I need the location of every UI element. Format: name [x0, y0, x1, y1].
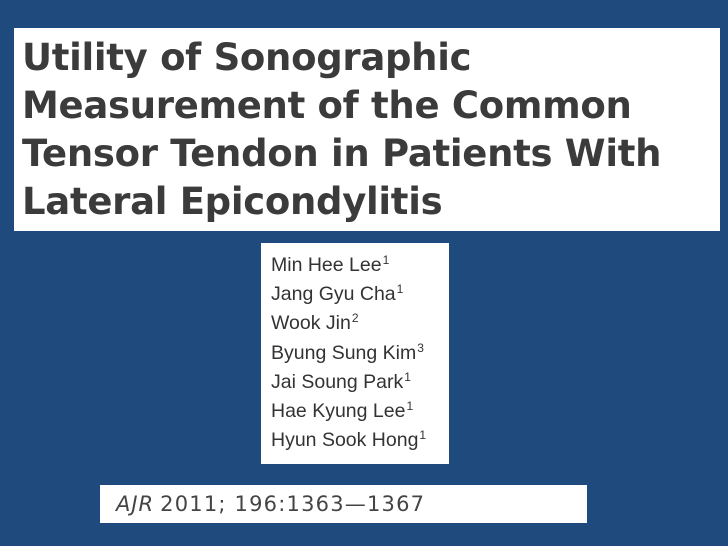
author-name: Jai Soung Park	[271, 370, 404, 393]
author-4	[271, 339, 449, 368]
title-box	[14, 28, 720, 231]
author-name: Jang Gyu Cha	[271, 283, 396, 306]
author-1	[271, 251, 449, 280]
journal-name: AJR	[116, 492, 155, 516]
author-affiliation: 1	[419, 428, 427, 443]
title-line-2: Measurement of the Common	[22, 84, 632, 127]
author-2	[271, 280, 449, 309]
author-7	[271, 426, 449, 455]
author-affiliation: 2	[351, 311, 359, 326]
authors-box	[261, 243, 449, 464]
author-name: Hae Kyung Lee	[271, 400, 406, 423]
title-line-3: Tensor Tendon in Patients With	[22, 132, 662, 175]
author-name: Hyun Sook Hong	[271, 429, 419, 452]
author-name: Min Hee Lee	[271, 254, 382, 276]
author-name: Byung Sung Kim	[271, 341, 417, 364]
author-affiliation: 1	[404, 369, 411, 384]
author-affiliation: 3	[417, 340, 424, 355]
author-affiliation: 1	[406, 399, 414, 414]
author-name: Wook Jin	[271, 312, 351, 335]
author-6	[271, 397, 449, 426]
title-line-4: Lateral Epicondylitis	[22, 180, 443, 223]
author-3	[271, 309, 449, 338]
author-affiliation: 1	[396, 282, 404, 297]
title-line-1: Utility of Sonographic	[22, 36, 472, 79]
citation-details: 2011; 196:1363—1367	[160, 492, 426, 516]
author-5	[271, 368, 449, 397]
author-affiliation: 1	[382, 253, 390, 267]
citation-box	[100, 485, 587, 523]
